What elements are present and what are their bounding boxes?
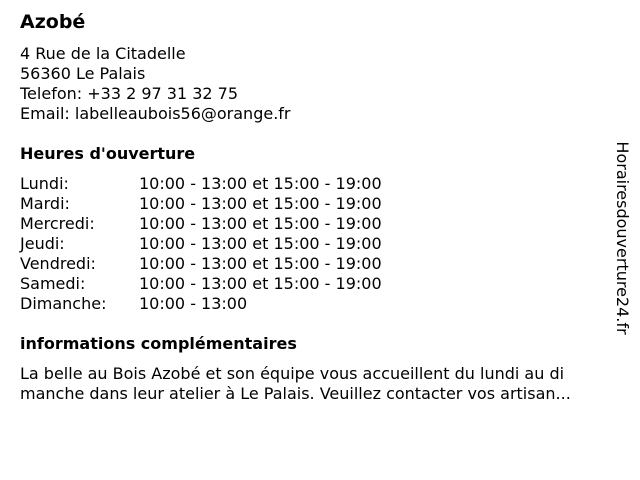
opening-hours-heading: Heures d'ouverture [20, 144, 196, 163]
time-range: 10:00 - 13:00 et 15:00 - 19:00 [139, 194, 382, 213]
hours-row-saturday [20, 274, 440, 294]
description-line: La belle au Bois Azobé et son équipe vous accueillent du lundi au di [20, 364, 565, 383]
day-label: Mercredi: [20, 214, 95, 233]
hours-row-wednesday [20, 214, 440, 234]
additional-info-heading: informations complémentaires [20, 334, 297, 353]
business-description [20, 364, 616, 404]
contact-block [20, 44, 291, 124]
time-range: 10:00 - 13:00 et 15:00 - 19:00 [139, 234, 382, 253]
business-name: Azobé [20, 11, 86, 33]
day-label: Samedi: [20, 274, 86, 293]
day-label: Dimanche: [20, 294, 107, 313]
time-range: 10:00 - 13:00 et 15:00 - 19:00 [139, 214, 382, 233]
email-address: Email: labelleaubois56@orange.fr [20, 104, 291, 123]
hours-row-sunday [20, 294, 440, 314]
description-line: manche dans leur atelier à Le Palais. Veuillez contacter vos artisan... [20, 384, 571, 403]
hours-row-monday [20, 174, 440, 194]
day-label: Vendredi: [20, 254, 96, 273]
time-range: 10:00 - 13:00 et 15:00 - 19:00 [139, 254, 382, 273]
city-postal: 56360 Le Palais [20, 64, 146, 83]
day-label: Mardi: [20, 194, 70, 213]
phone-number: Telefon: +33 2 97 31 32 75 [20, 84, 239, 103]
street-address: 4 Rue de la Citadelle [20, 44, 186, 63]
time-range: 10:00 - 13:00 et 15:00 - 19:00 [139, 274, 382, 293]
day-label: Jeudi: [20, 234, 65, 253]
time-range: 10:00 - 13:00 [139, 294, 248, 313]
hours-row-thursday [20, 234, 440, 254]
day-label: Lundi: [20, 174, 69, 193]
site-watermark: Horairesdouverture24.fr [613, 141, 632, 335]
opening-hours-table [20, 174, 440, 314]
hours-row-friday [20, 254, 440, 274]
time-range: 10:00 - 13:00 et 15:00 - 19:00 [139, 174, 382, 193]
hours-row-tuesday [20, 194, 440, 214]
